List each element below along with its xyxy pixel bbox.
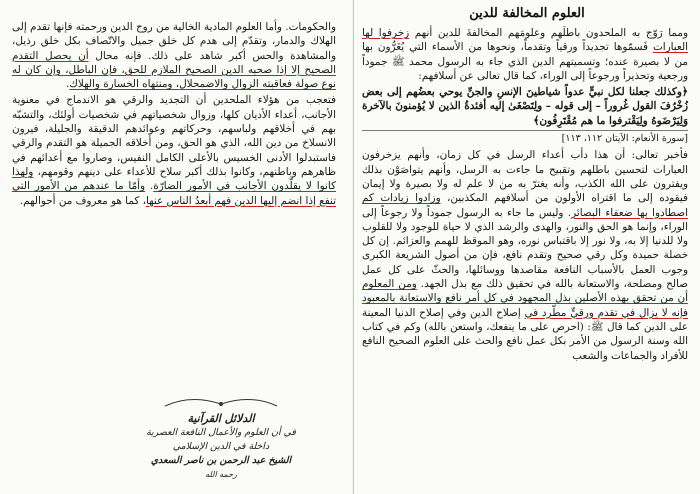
- ornament-icon: [161, 392, 281, 412]
- paragraph: [362, 26, 688, 83]
- text-segment: فأخبر تعالى: أن هذا دأب أعداء الرسل في كل زمان، وأنهم يزخرفون العبارات لتحسين باطلهم وتقبيح ما جاءت به الرسل، وأنهم يتواصَوْن بذلك ويفترون على الله الكذب، وأنه يغترّ به من لا علم له ولا بصيرة ولا إيمان فيقوده إلى ما اقتراه الأولون من أسلافهم المكذبين،: [362, 149, 688, 205]
- left-page-text: [12, 20, 336, 210]
- text-segment: إصلاح الدين وفي إصلاح الدنيا المعينة على الدين كما قال ﷺ: (احرص على ما ينفعك، واستعن بالله) وكم في كتاب الله وسنة الرسول من الأمر بكل عمل نافع والحث على العلوم الصحيح النافع للأفراد والجماعات والشعب: [362, 306, 688, 362]
- text-segment: .: [145, 180, 154, 193]
- stamp-author: الشيخ عبد الرحمن بن ناصر السعدي: [150, 455, 292, 466]
- text-segment: ﴿وكذلك جعلنا لكل نبيٍّ عدواً شياطينَ الإنسِ والجنِّ يوحي بعضُهم إلى بعض زُخْرُفَ القول غُروراً – إلى قوله – ولِتَصْغَىٰ إليه أفئدةُ الذين لا يُؤمنونَ بالآخرة وَلِيَرْضَوهُ ولِيَقْترفوا ما هم مُقْتَرِفُون﴾: [362, 86, 688, 127]
- stamp-title: الدلائل القرآنية: [187, 412, 255, 425]
- paragraph: [12, 93, 336, 207]
- text-segment: ومما رَوّج به الملحدون باطلَهم وعلومَهم المخالفةَ للدين أنهم: [409, 27, 688, 39]
- text-segment: فَسمّوها تجديداً ورقياً وتقدماً، ونحوها من الأسماء التي يُغَرُّون بها من لا بصيرة عنده؛ وتسميتهم الدين الذي جاء به الرسول محمد ﷺ جموداً ورجعية وتحذيراً ورجوعاً إلى الوراء، كما قال تعالى عن أسلافهم:: [362, 41, 688, 82]
- text-segment: . وليس ما جاء به الرسول جموداً ولا رجوعاً إلى الوراء، وإنما هو الحق والنور، والهدى والرشد الذي لا حياة للوجود ولا للقلوب ولا للدنيا إلا به، ولا نور إلا باقتباس نوره، وهو الموقظ للهمم والعزائم. إن كل خصلة حميدة وكل رقي صحيح وتقدم نافع، فإن من أصول الشريعة الكبرى وجوب العمل بالأسباب النافعة مقاصدها ووسائلها، والحثّ على كل عمل صالح ومصلحة، والاستعانة بالله في تحقيق ذلك مع بذل الجهد.: [362, 206, 688, 291]
- underlined-text: وزادوا زيادات كم اصطادوا بها ضعفاء البصائر: [362, 192, 688, 219]
- stamp-subtitle: في أن العلوم والأعمال النافعة العصرية: [146, 427, 296, 438]
- book-title-stamp: [116, 392, 326, 480]
- underlined-text: أن يحصل التقدم الصحيح إلا إذا صحبه الدين الصحيح الملازم للحق، فإن الباطل، وإن كان له نوع صولة فعاقبته الزوال والاضمحلال، ومنتهاه الخسارة والهلاك: [12, 49, 336, 91]
- paragraph: [362, 148, 688, 362]
- underlined-text: ومن المعلوم أن من تحقق بهذه الأصلين بذل المجهود في كل أمر نافع والاستعانة بالمعبود فإنه لا يزال في تقدم ورقيٍّ مطّرد في: [362, 278, 688, 319]
- verse-reference: [362, 130, 688, 146]
- text-segment: فتعجب من هؤلاء الملحدين أن التجديد والرقي هو الاندماج في معنوية الأجانب، أعداء الأديان كلها، وزوال شخصياتهم في شخصيات أولئك، والتشبّه بهم في أخلاقهم ولباسهم، وحركاتهم وعوائدهم الدقيقة والجليلة، فيرون الانسلاخ من دين الله، الذي هو الحق، ومن أخلاقه الجميلة هو التقدم والرقي فاستبدلوا الأدنى الخسيس بالأعلى الكامل النفيس، وصاروا مع أعدائهم في ظاهرهم وباطنهم، وكانوا بذلك أكبر سلاح للأعداء على دينهم وقومهم،: [12, 94, 336, 178]
- text-segment: والحكومات. وأما العلوم المادية الخالية من روح الدين ورحمته فإنها تقدم إلى الهلاك والدمار، وتقدّم إلى هدم كل خلق جميل والاتّصاف بكل خلق رذيل، والمشاهدة والحس أكبر شاهد على ذلك. فإنه محال: [12, 21, 336, 62]
- quran-verse: [362, 85, 688, 128]
- text-segment: [سورة الأنعام: الآيتان ١١٢، ١١٣]: [561, 133, 688, 145]
- text-segment: ، كما هو معروف من أحوالهم.: [19, 194, 146, 207]
- underlined-text: وأمّا ما عندهم من الأمور التي تنفع إذا انضم إليها الدين فهم أبعدُ الناس عنها: [12, 180, 336, 207]
- underlined-text: زخرفوا لها العبارات: [362, 27, 688, 54]
- page-header: العلوم المخالفة للدين: [469, 6, 585, 21]
- stamp-line3: داخلة في الدين الإسلامي: [172, 441, 270, 452]
- paragraph: [12, 20, 336, 91]
- text-segment: .: [65, 78, 70, 91]
- right-page-text: [362, 26, 688, 365]
- right-page: [353, 0, 700, 494]
- stamp-note: رحمه الله: [205, 470, 237, 479]
- underlined-text: ولهذا كانوا لا يقلّدون الأجانب في الأمور الضارّة: [12, 165, 336, 193]
